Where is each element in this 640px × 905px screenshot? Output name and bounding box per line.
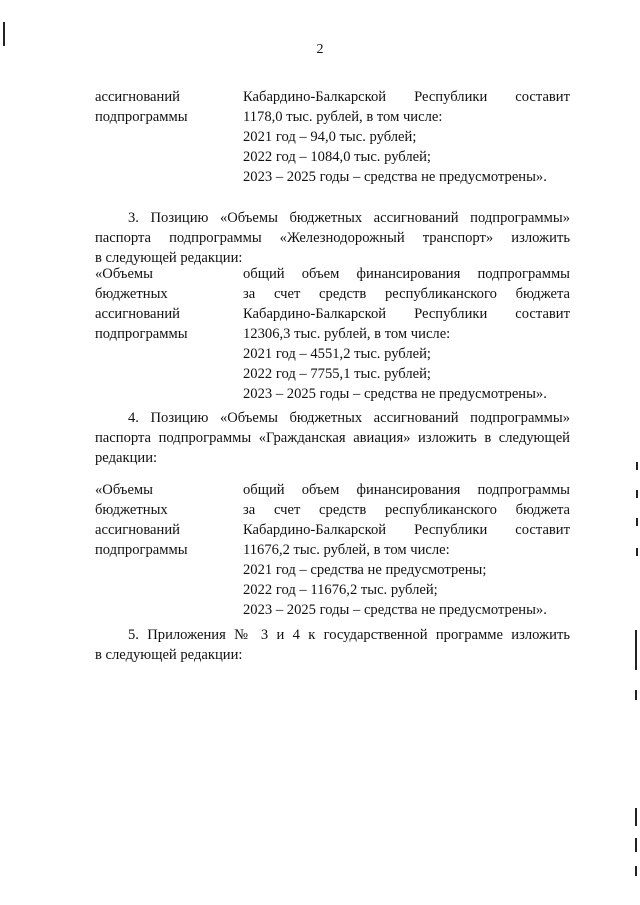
block-content-line: 11676,2 тыс. рублей, в том числе: bbox=[243, 542, 450, 558]
scan-mark bbox=[635, 866, 637, 876]
block-content-line: общий объем финансирования подпрограммы bbox=[243, 266, 570, 282]
block-label-line: ассигнований bbox=[95, 89, 180, 105]
block-content-line: 2022 год – 1084,0 тыс. рублей; bbox=[243, 149, 431, 165]
block-label-line: ассигнований bbox=[95, 522, 180, 538]
block-content-line: Кабардино-Балкарской Республики составит bbox=[243, 522, 570, 538]
block-label-line: бюджетных bbox=[95, 286, 168, 302]
block-content-line: 2021 год – 4551,2 тыс. рублей; bbox=[243, 346, 431, 362]
block-label-line: подпрограммы bbox=[95, 109, 188, 125]
block-content-line: Кабардино-Балкарской Республики составит bbox=[243, 306, 570, 322]
block-content bbox=[243, 264, 570, 404]
paragraph-line: 3. Позицию «Объемы бюджетных ассигнований подпрограммы» bbox=[128, 210, 570, 226]
block-content-line: 2023 – 2025 годы – средства не предусмотрены». bbox=[243, 169, 547, 185]
block-label-line: подпрограммы bbox=[95, 542, 188, 558]
block-content bbox=[243, 87, 570, 187]
block-content-line: за счет средств республиканского бюджета bbox=[243, 502, 570, 518]
block-content-line: 2021 год – средства не предусмотрены; bbox=[243, 562, 487, 578]
block-content-line: за счет средств республиканского бюджета bbox=[243, 286, 570, 302]
paragraph-line: в следующей редакции: bbox=[95, 647, 243, 663]
block-label bbox=[95, 480, 235, 560]
block-content-line: 12306,3 тыс. рублей, в том числе: bbox=[243, 326, 451, 342]
paragraph-line: паспорта подпрограммы «Гражданская авиация» изложить в следующей bbox=[95, 430, 570, 446]
paragraph-line: 4. Позицию «Объемы бюджетных ассигнований подпрограммы» bbox=[128, 410, 570, 426]
block-content-line: Кабардино-Балкарской Республики составит bbox=[243, 89, 570, 105]
paragraph-line: паспорта подпрограммы «Железнодорожный транспорт» изложить bbox=[95, 230, 570, 246]
block-label bbox=[95, 87, 235, 127]
block-content-line: 1178,0 тыс. рублей, в том числе: bbox=[243, 109, 443, 125]
block-content-line: 2021 год – 94,0 тыс. рублей; bbox=[243, 129, 417, 145]
paragraph-line: 5. Приложения № 3 и 4 к государственной программе изложить bbox=[128, 627, 570, 643]
scan-mark bbox=[636, 462, 638, 470]
block-label-line: «Объемы bbox=[95, 266, 153, 282]
block-content-line: 2023 – 2025 годы – средства не предусмотрены». bbox=[243, 386, 547, 402]
block-content-line: общий объем финансирования подпрограммы bbox=[243, 482, 570, 498]
paragraph-3 bbox=[95, 208, 570, 268]
paragraph-line: в следующей редакции: bbox=[95, 250, 243, 266]
paragraph-5 bbox=[95, 625, 570, 665]
page-number: 2 bbox=[316, 42, 324, 57]
scan-mark bbox=[635, 630, 637, 670]
block-content-line: 2022 год – 11676,2 тыс. рублей; bbox=[243, 582, 438, 598]
paragraph-line: редакции: bbox=[95, 450, 158, 466]
block-label-line: «Объемы bbox=[95, 482, 153, 498]
scan-mark bbox=[636, 548, 638, 556]
block-content-line: 2022 год – 7755,1 тыс. рублей; bbox=[243, 366, 431, 382]
scan-mark bbox=[635, 808, 637, 826]
scan-mark bbox=[635, 838, 637, 852]
scan-mark bbox=[636, 490, 638, 498]
block-content bbox=[243, 480, 570, 620]
scan-mark bbox=[636, 518, 638, 526]
scan-mark bbox=[635, 690, 637, 700]
block-content-line: 2023 – 2025 годы – средства не предусмотрены». bbox=[243, 602, 547, 618]
block-label-line: бюджетных bbox=[95, 502, 168, 518]
block-label-line: подпрограммы bbox=[95, 326, 188, 342]
paragraph-4 bbox=[95, 408, 570, 468]
block-label bbox=[95, 264, 235, 344]
block-label-line: ассигнований bbox=[95, 306, 180, 322]
